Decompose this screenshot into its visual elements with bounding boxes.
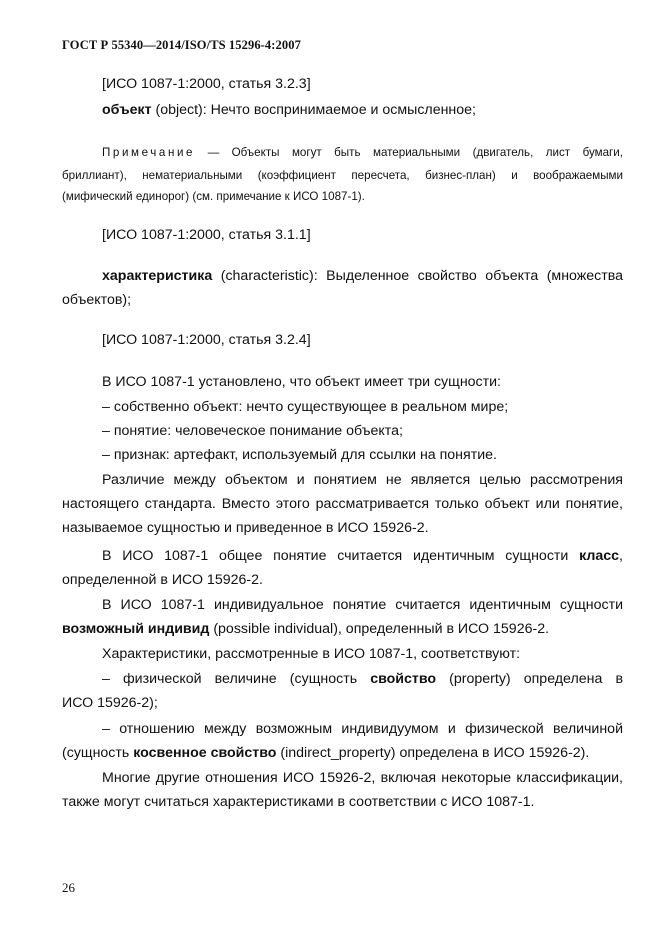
text-run: (possible individual), определенный в ИСО 15926-2. bbox=[209, 621, 550, 637]
body-line: Различие между объектом и понятием не является целью рассмотрения bbox=[102, 472, 623, 488]
term: класс bbox=[579, 548, 620, 564]
body-line: называемое сущностью и приведенное в ИСО 15926-2. bbox=[62, 520, 429, 536]
body-line: также могут считаться характеристиками в соответствии с ИСО 1087-1. bbox=[62, 794, 535, 810]
note-label: Примечание bbox=[102, 146, 196, 159]
body-line: ИСО 15926-2); bbox=[62, 695, 158, 711]
text-run: – физической величине (сущность bbox=[102, 671, 371, 687]
body-line: В ИСО 1087-1 индивидуальное понятие считается идентичным сущности bbox=[102, 597, 623, 613]
body-line bbox=[62, 621, 623, 638]
reference-line: [ИСО 1087-1:2000, статья 3.2.4] bbox=[102, 332, 311, 348]
list-item: – признак: артефакт, используемый для ссылки на понятие. bbox=[102, 447, 497, 463]
term-definition-characteristic bbox=[102, 268, 623, 285]
note-line: бриллиант), нематериальными (коэффициент пересчета, бизнес-план) и воображаемыми bbox=[62, 169, 623, 182]
definition-text: (characteristic): Выделенное свойство объекта (множества bbox=[212, 268, 623, 284]
note-line bbox=[102, 146, 623, 160]
term: объект bbox=[102, 102, 152, 118]
reference-line: [ИСО 1087-1:2000, статья 3.2.3] bbox=[102, 76, 311, 92]
note-text: — Объекты могут быть материальными (двигатель, лист бумаги, bbox=[195, 146, 623, 159]
list-item: – понятие: человеческое понимание объекта; bbox=[102, 423, 403, 439]
reference-line: [ИСО 1087-1:2000, статья 3.1.1] bbox=[102, 227, 311, 243]
note-line: (мифический единорог) (см. примечание к ИСО 1087-1). bbox=[62, 190, 365, 203]
document-header: ГОСТ Р 55340—2014/ISO/TS 15296-4:2007 bbox=[62, 38, 301, 52]
body-line bbox=[62, 745, 623, 762]
term: характеристика bbox=[102, 268, 213, 284]
definition-text: (object): Нечто воспринимаемое и осмысленное; bbox=[151, 102, 476, 118]
text-run: (property) определена в bbox=[436, 671, 623, 687]
page-number: 26 bbox=[62, 880, 75, 895]
body-paragraph: В ИСО 1087-1 установлено, что объект имеет три сущности: bbox=[102, 374, 502, 390]
body-line: настоящего стандарта. Вместо этого рассматривается только объект или понятие, bbox=[62, 496, 623, 512]
body-paragraph: Характеристики, рассмотренные в ИСО 1087-1, соответствуют: bbox=[102, 646, 521, 662]
term: косвенное свойство bbox=[133, 745, 277, 761]
list-item bbox=[102, 671, 623, 688]
text-run: (indirect_property) определена в ИСО 15926-2). bbox=[276, 745, 590, 761]
definition-continuation: объектов); bbox=[62, 292, 132, 308]
list-item: – отношению между возможным индивидуумом и физической величиной bbox=[102, 721, 623, 737]
body-line: определенной в ИСО 15926-2. bbox=[62, 572, 263, 588]
term-definition-object bbox=[102, 102, 623, 119]
body-line bbox=[102, 548, 623, 565]
text-run: , bbox=[619, 548, 623, 564]
text-run: В ИСО 1087-1 общее понятие считается идентичным сущности bbox=[102, 548, 580, 564]
term: свойство bbox=[370, 671, 437, 687]
text-run: (сущность bbox=[62, 745, 134, 761]
body-line: Многие другие отношения ИСО 15926-2, включая некоторые классификации, bbox=[102, 770, 623, 786]
list-item: – собственно объект: нечто существующее в реальном мире; bbox=[102, 399, 509, 415]
term: возможный индивид bbox=[62, 621, 210, 637]
